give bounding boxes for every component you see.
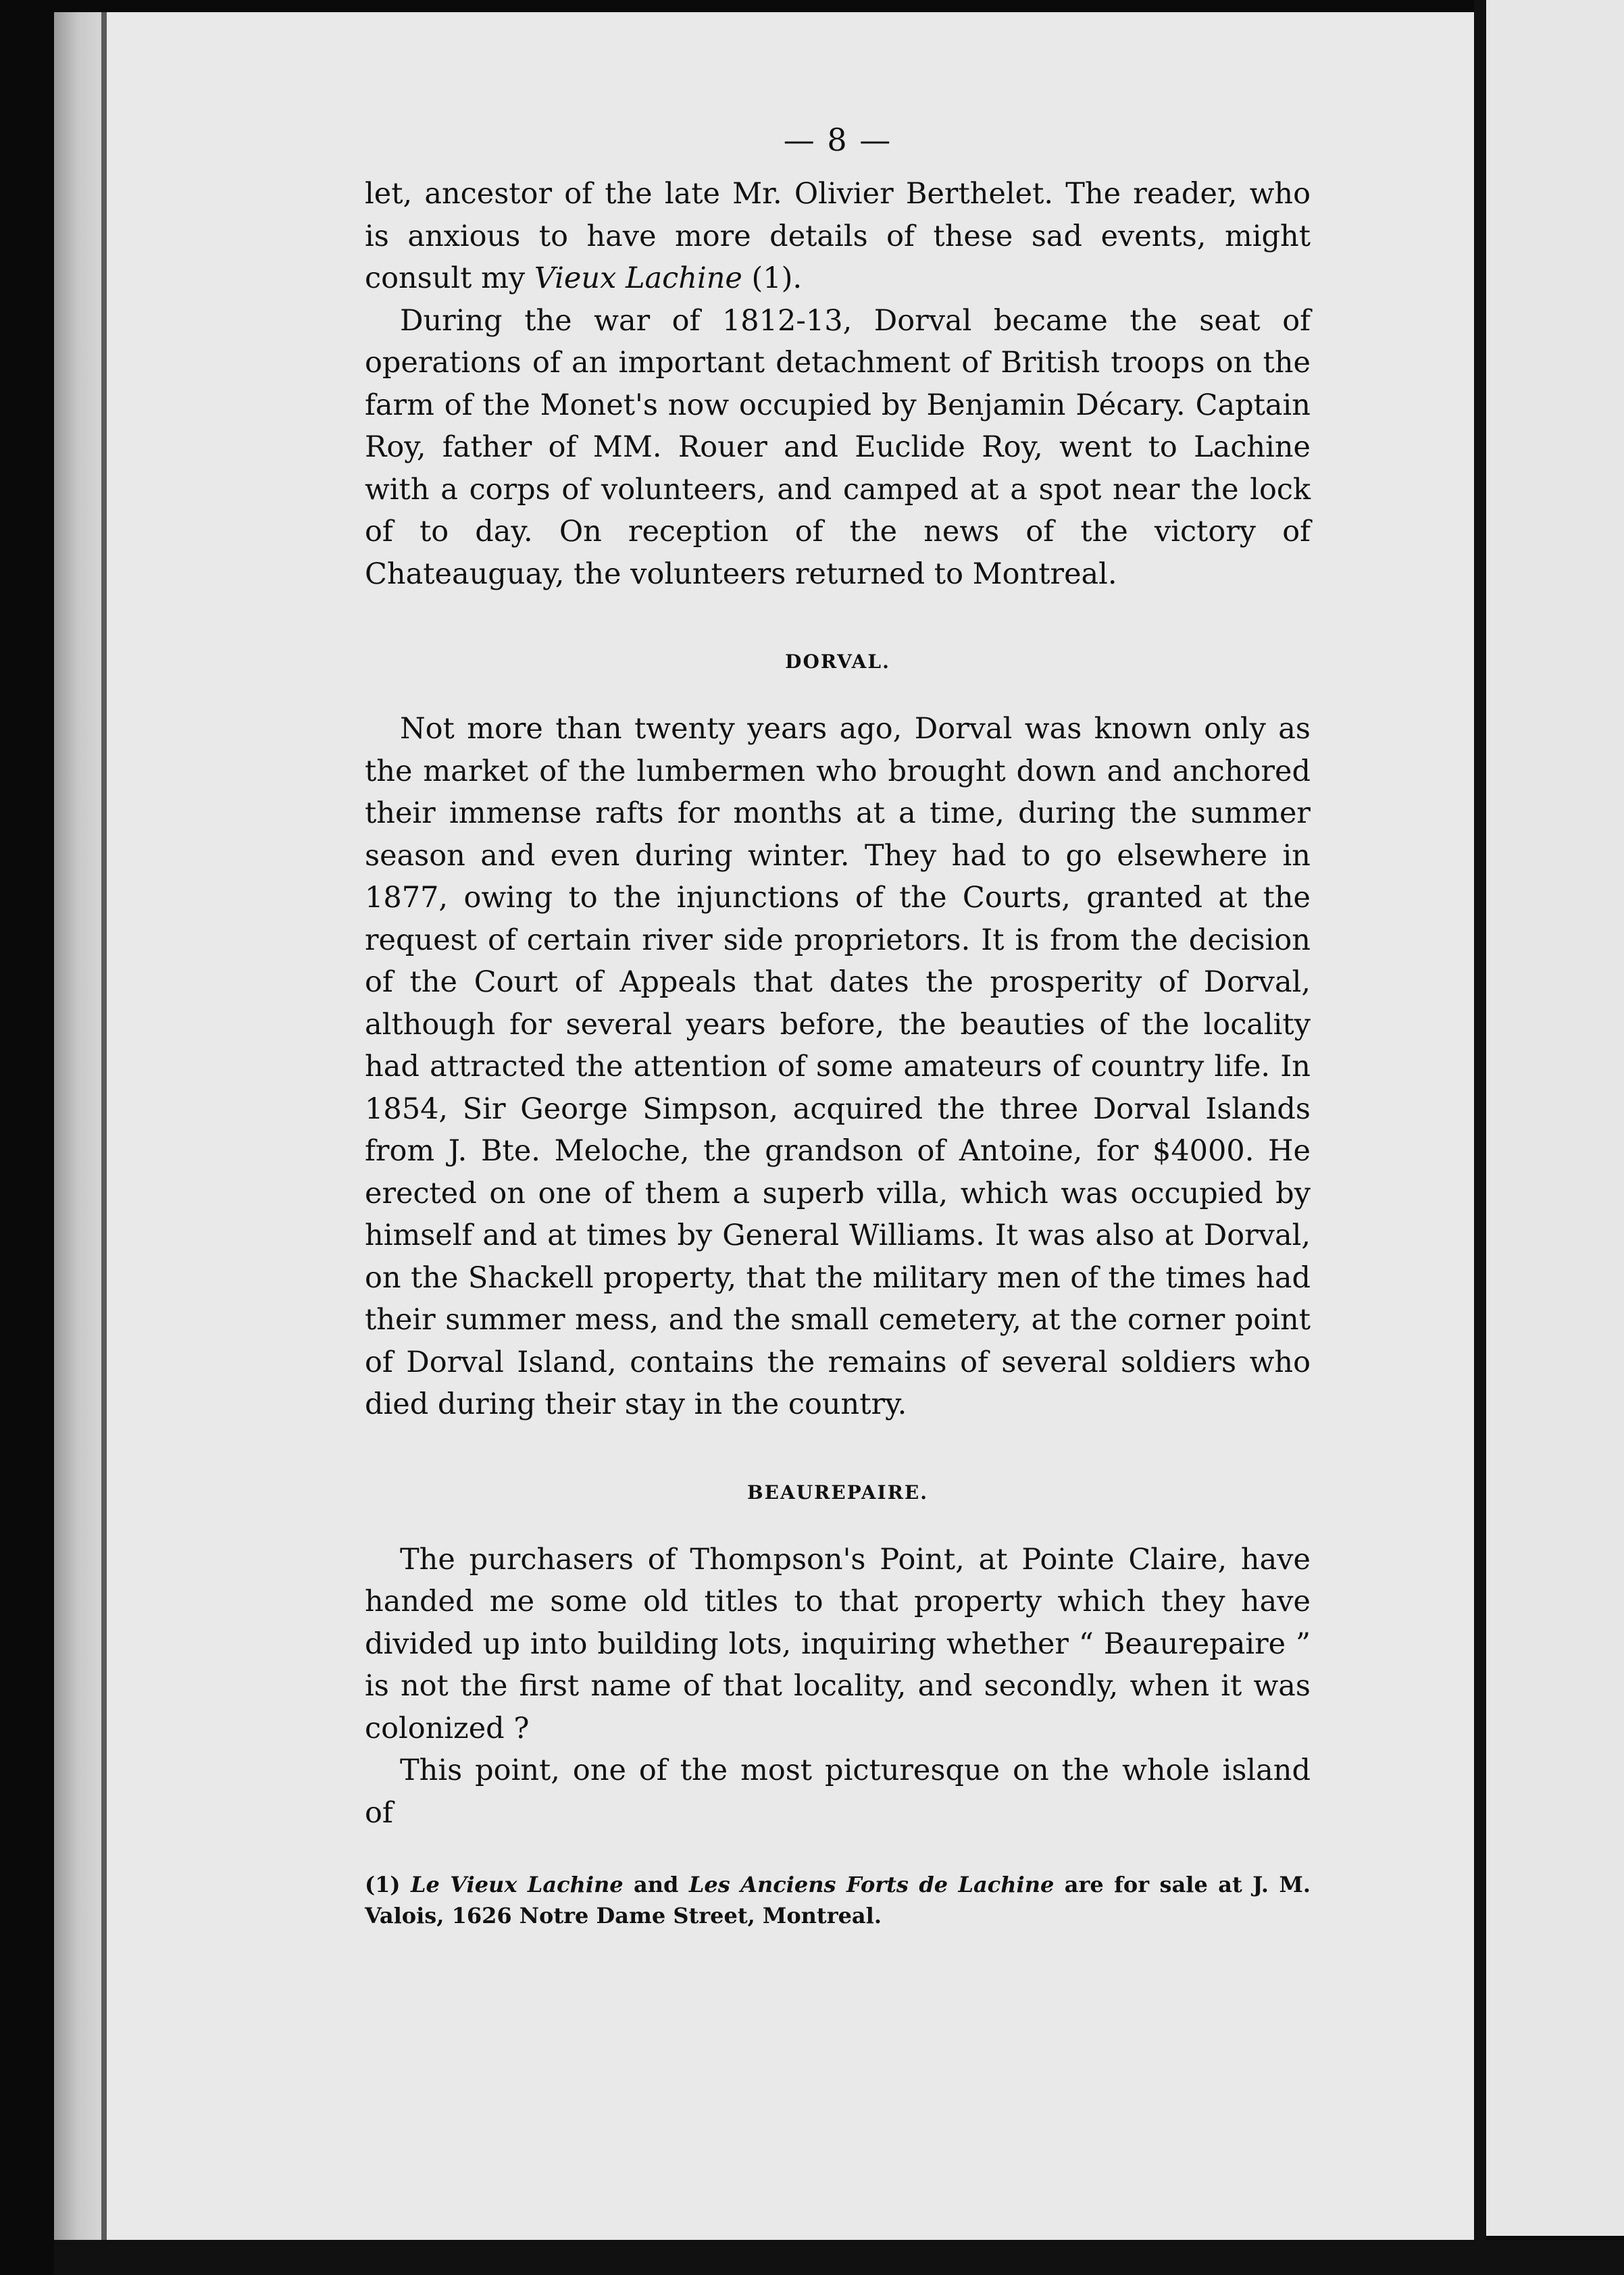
scan-bottom-border bbox=[54, 2240, 1624, 2275]
page-text bbox=[365, 122, 1311, 1931]
paragraph-1-italic: Vieux Lachine bbox=[534, 261, 742, 295]
footnote-mid: and bbox=[623, 1872, 689, 1897]
paragraph-1 bbox=[365, 173, 1311, 300]
paragraph-2: During the war of 1812-13, Dorval became the seat of operations of an important detachment of British troops on the farm of the Monet's now occupied by Benjamin Décary. Captain Roy, father of MM. Rouer and Euclide Roy, went to Lachine with a corps of volunteers, and camped at a spot near the lock of to day. On reception of the news of the victory of Chateauguay, the volunteers returned to Montreal. bbox=[365, 303, 1311, 591]
page-number: — 8 — bbox=[783, 122, 892, 158]
footnote-title-1: Le Vieux Lachine bbox=[410, 1872, 624, 1897]
paragraph-5: This point, one of the most picturesque on the whole island of bbox=[365, 1754, 1311, 1830]
paragraph-3: Not more than twenty years ago, Dorval was known only as the market of the lumbermen who brought down and anchored their immense rafts for months at a time, during the summer season and even during winter. They had to go elsewhere in 1877, owing to the injunctions of the Courts, granted at the request of certain river side proprietors. It is from the decision of the Court of Appeals that dates the prosperity of Dorval, although for several years before, the beauties of the locality had attracted the attention of some amateurs of country life. In 1854, Sir George Simpson, acquired the three Dorval Islands from J. Bte. Meloche, the grandson of Antoine, for $4000. He erected on one of them a superb villa, which was occupied by himself and at times by General Williams. It was also at Dorval, on the Shackell property, that the military men of the times had their summer mess, and the small cemetery, at the corner point of Dorval Island, contains the remains of several soldiers who died during their stay in the country. bbox=[365, 712, 1311, 1421]
page-left-edge bbox=[101, 12, 107, 2241]
page-gutter bbox=[1474, 0, 1486, 2275]
paragraph-1-end: (1). bbox=[742, 261, 803, 295]
footnote-end: are for sale at J. M. Valois, 1626 Notre Dame Street, Montreal. bbox=[365, 1872, 1311, 1928]
footnote-marker: (1) bbox=[365, 1872, 411, 1897]
paragraph-1-text: let, ancestor of the late Mr. Olivier Berthelet. The reader, who is anxious to have more details of these sad events, might consult my bbox=[365, 177, 1311, 295]
footnote-title-2: Les Anciens Forts de Lachine bbox=[688, 1872, 1055, 1897]
section-heading-dorval: DORVAL. bbox=[785, 650, 890, 673]
paragraph-4: The purchasers of Thompson's Point, at Pointe Claire, have handed me some old titles to that property which they have divided up into building lots, inquiring whether “ Beaurepaire ” is not the first name of that locality, and secondly, when it was colonized ? bbox=[365, 1542, 1311, 1745]
footnote bbox=[365, 1869, 1311, 1931]
section-heading-beaurepaire: BEAUREPAIRE. bbox=[747, 1481, 928, 1504]
adjacent-page bbox=[1486, 0, 1624, 2236]
